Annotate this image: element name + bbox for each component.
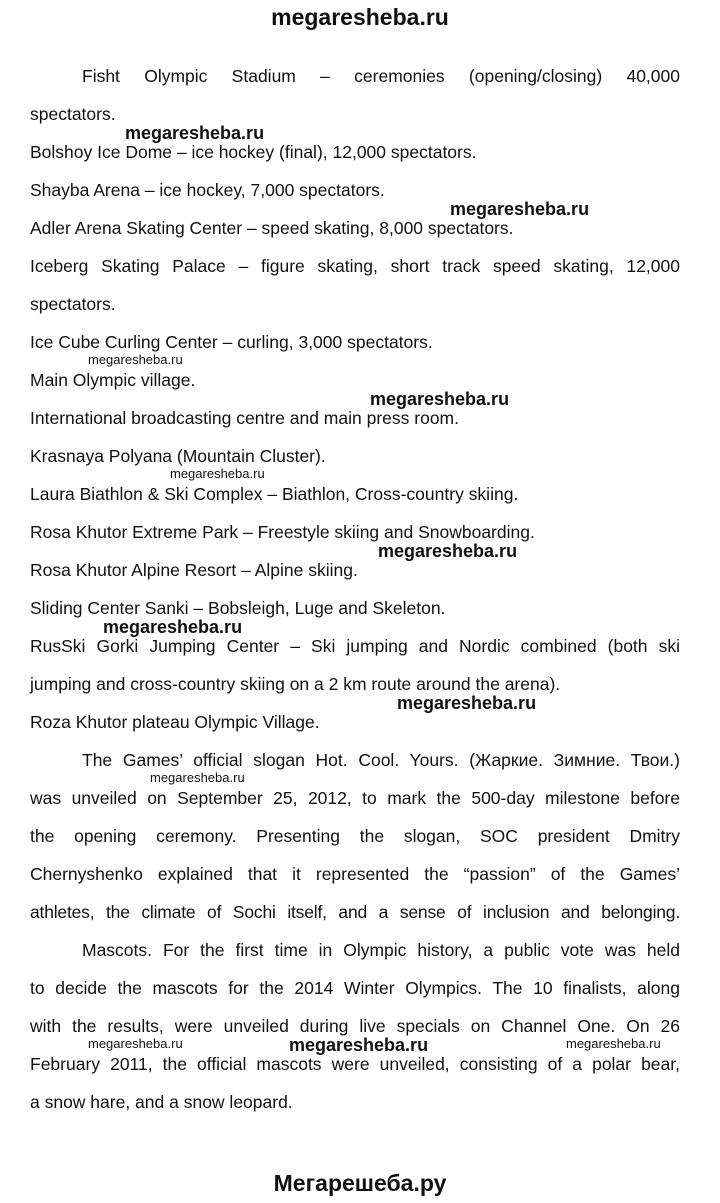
site-footer: Мегарешеба.ру — [273, 1170, 447, 1196]
watermark: megaresheba.ru — [378, 541, 518, 561]
watermark: megaresheba.ru — [397, 693, 537, 713]
text-line: Sliding Center Sanki – Bobsleigh, Luge and Skeleton. — [30, 598, 446, 618]
text-line: Shayba Arena – ice hockey, 7,000 spectators. — [30, 180, 385, 200]
text-line: Rosa Khutor Extreme Park – Freestyle skiing and Snowboarding. — [30, 522, 535, 542]
text-line: was unveiled on September 25, 2012, to mark the 500-day milestone before — [30, 788, 680, 808]
watermark: megaresheba.ru — [289, 1035, 429, 1055]
watermark: megaresheba.ru — [566, 1036, 661, 1051]
text-line: Bolshoy Ice Dome – ice hockey (final), 12,000 spectators. — [30, 142, 477, 162]
text-line: International broadcasting centre and main press room. — [30, 408, 459, 428]
text-line: The Games’ official slogan Hot. Cool. Yours. (Жаркие. Зимние. Твои.) — [82, 750, 680, 770]
text-line: a snow hare, and a snow leopard. — [30, 1092, 293, 1112]
text-line: Laura Biathlon & Ski Complex – Biathlon, Cross-country skiing. — [30, 484, 519, 504]
watermark: megaresheba.ru — [88, 352, 183, 367]
watermark: megaresheba.ru — [370, 389, 510, 409]
text-line: Roza Khutor plateau Olympic Village. — [30, 712, 320, 732]
text-line: RusSki Gorki Jumping Center – Ski jumping and Nordic combined (both ski — [30, 636, 680, 656]
watermark: megaresheba.ru — [170, 466, 265, 481]
text-line: Mascots. For the first time in Olympic history, a public vote was held — [82, 940, 680, 960]
text-line: Iceberg Skating Palace – figure skating, short track speed skating, 12,000 — [30, 256, 680, 276]
text-line: Krasnaya Polyana (Mountain Cluster). — [30, 446, 326, 466]
text-line: with the results, were unveiled during live specials on Channel One. On 26 — [30, 1016, 680, 1036]
watermark: megaresheba.ru — [125, 123, 265, 143]
watermark: megaresheba.ru — [150, 770, 245, 785]
text-line: the opening ceremony. Presenting the slogan, SOC president Dmitry — [30, 826, 680, 846]
watermark: megaresheba.ru — [450, 199, 590, 219]
text-line: Rosa Khutor Alpine Resort – Alpine skiing. — [30, 560, 358, 580]
text-line: Chernyshenko explained that it represented the “passion” of the Games’ — [30, 864, 680, 884]
watermark: megaresheba.ru — [88, 1036, 183, 1051]
watermark: megaresheba.ru — [103, 617, 243, 637]
text-line: Ice Cube Curling Center – curling, 3,000 spectators. — [30, 332, 433, 352]
text-line: February 2011, the official mascots were unveiled, consisting of a polar bear, — [30, 1054, 680, 1074]
text-line: spectators. — [30, 104, 116, 124]
text-line: Fisht Olympic Stadium – ceremonies (opening/closing) 40,000 — [82, 66, 680, 86]
text-line: athletes, the climate of Sochi itself, and a sense of inclusion and belonging. — [30, 902, 680, 922]
text-line: Adler Arena Skating Center – speed skating, 8,000 spectators. — [30, 218, 514, 238]
text-line: Main Olympic village. — [30, 370, 196, 390]
site-header: megaresheba.ru — [271, 4, 449, 30]
text-line: to decide the mascots for the 2014 Winter Olympics. The 10 finalists, along — [30, 978, 680, 998]
text-line: spectators. — [30, 294, 116, 314]
text-line: jumping and cross-country skiing on a 2 km route around the arena). — [30, 674, 561, 694]
